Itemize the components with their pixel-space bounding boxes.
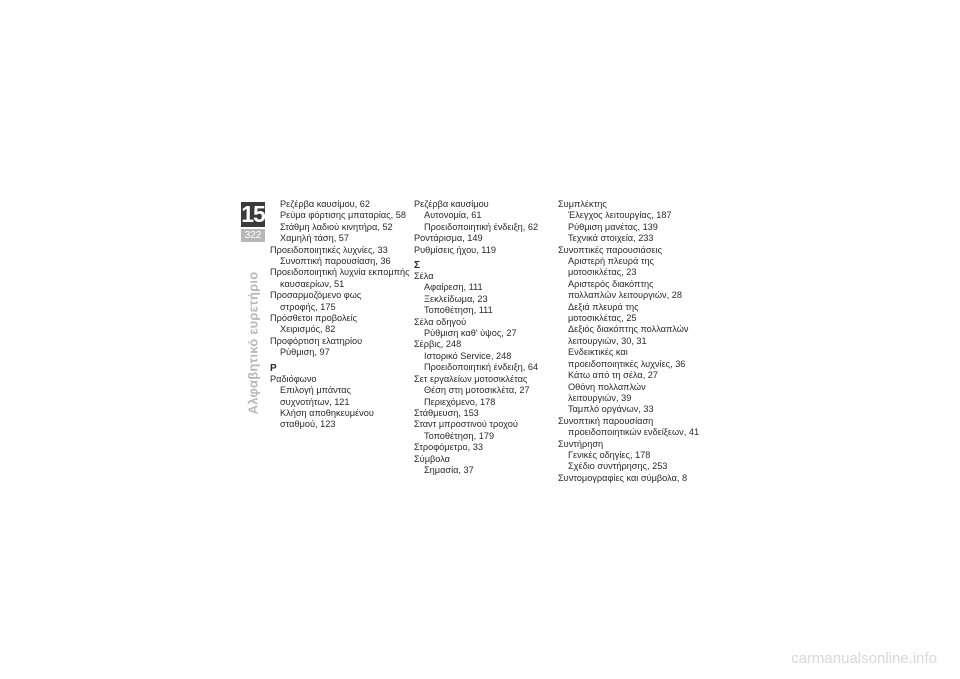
index-subentry: Αυτονομία, 61 <box>424 210 482 221</box>
index-letter-heading: Ρ <box>270 362 277 374</box>
index-subentry: Επιλογή μπάντας <box>280 385 351 396</box>
index-subentry: Προειδοποιητική ένδειξη, 62 <box>424 221 539 232</box>
index-entry: Πρόσθετοι προβολείς <box>270 313 358 324</box>
chapter-number: 15 <box>241 201 265 227</box>
index-subentry: μοτοσικλέτας, 23 <box>568 267 637 278</box>
index-subentry: Έλεγχος λειτουργίας, 187 <box>568 210 672 221</box>
index-subentry: Ρύθμιση, 97 <box>280 347 330 358</box>
index-entry: Σύμβολα <box>414 453 450 464</box>
index-subentry: στροφής, 175 <box>280 301 336 312</box>
index-subentry: Ρύθμιση μανέτας, 139 <box>568 221 658 232</box>
index-entry: Σέρβις, 248 <box>414 339 462 350</box>
index-entry: Ρυθμίσεις ήχου, 119 <box>414 244 496 255</box>
index-subentry: σταθμού, 123 <box>280 419 336 430</box>
index-subentry: Δεξιά πλευρά της <box>568 301 639 312</box>
index-subentry: Αριστερός διακόπτης <box>568 278 654 289</box>
index-subentry: συχνοτήτων, 121 <box>280 396 350 407</box>
index-entry: Ροντάρισμα, 149 <box>414 233 483 244</box>
index-subentry: Ρεζέρβα καυσίμου, 62 <box>280 199 371 209</box>
index-entry: Ραδιόφωνο <box>270 373 317 384</box>
index-subentry: Σημασία, 37 <box>424 464 474 475</box>
index-subentry: Ρύθμιση καθ' ύψος, 27 <box>424 328 517 339</box>
index-subentry: Τοποθέτηση, 179 <box>424 430 495 441</box>
index-entry: Ρεζέρβα καυσίμου <box>414 199 489 209</box>
index-column-3 <box>558 199 698 484</box>
index-subentry: Κλήση αποθηκευμένου <box>280 407 374 418</box>
index-entry: Προειδοποιητική λυχνία εκπομπής <box>270 267 410 278</box>
index-subentry: καυσαερίων, 51 <box>280 278 345 289</box>
index-subentry: Κάτω από τη σέλα, 27 <box>568 370 659 381</box>
index-subentry: Ρεύμα φόρτισης μπαταρίας, 58 <box>280 210 406 221</box>
index-subentry: λειτουργιών, 39 <box>568 392 632 403</box>
index-entry: Προειδοποιητικές λυχνίες, 33 <box>270 244 388 255</box>
index-column-2 <box>414 199 554 476</box>
index-subentry: Αφαίρεση, 111 <box>424 282 483 293</box>
index-subentry: Συνοπτική παρουσίαση, 36 <box>280 256 391 267</box>
index-subentry: Ταμπλό οργάνων, 33 <box>568 404 654 415</box>
index-entry: Στροφόμετρο, 33 <box>414 442 483 453</box>
index-subentry: Οθόνη πολλαπλών <box>568 381 646 392</box>
index-subentry: Γενικές οδηγίες, 178 <box>568 449 651 460</box>
index-entry: Συνοπτική παρουσίαση <box>558 415 654 426</box>
index-entry: Συνοπτικές παρουσιάσεις <box>558 244 663 255</box>
index-subentry: Τοποθέτηση, 111 <box>424 305 493 316</box>
index-entry: Προσαρμοζόμενο φως <box>270 290 362 301</box>
index-subentry: πολλαπλών λειτουργιών, 28 <box>568 290 682 301</box>
index-subentry: προειδοποιητικές λυχνίες, 36 <box>568 358 686 369</box>
index-subentry: μοτοσικλέτας, 25 <box>568 313 637 324</box>
index-subentry: Αριστερή πλευρά της <box>568 256 654 267</box>
index-letter-heading: Σ <box>414 260 421 272</box>
index-entry: Συμπλέκτης <box>558 199 607 209</box>
index-subentry: Δεξιός διακόπτης πολλαπλών <box>568 324 689 335</box>
side-title-text: Αλφαβητικό ευρετήριο <box>245 271 261 415</box>
index-entry: Σέλα οδηγού <box>414 316 467 327</box>
index-subentry: Χειρισμός, 82 <box>280 324 336 335</box>
index-entry: Στάθμευση, 153 <box>414 407 479 418</box>
index-subentry: Ενδεικτικές και <box>568 347 628 358</box>
chapter-tab <box>241 202 265 242</box>
index-subentry: λειτουργιών, 30, 31 <box>568 335 647 346</box>
index-entry: Συντήρηση <box>558 438 604 449</box>
index-subentry: Ξεκλείδωμα, 23 <box>424 293 488 304</box>
index-subentry: Στάθμη λαδιού κινητήρα, 52 <box>280 221 393 232</box>
index-subentry: Χαμηλή τάση, 57 <box>280 233 350 244</box>
side-title <box>240 268 266 418</box>
index-subentry: Ιστορικό Service, 248 <box>424 350 512 361</box>
index-entry: Προφόρτιση ελατηρίου <box>270 335 363 346</box>
index-subentry: Περιεχόμενο, 178 <box>424 396 496 407</box>
index-column-1 <box>270 199 410 431</box>
index-entry: Σέλα <box>414 271 434 282</box>
index-entry: Συντομογραφίες και σύμβολα, 8 <box>558 472 688 483</box>
index-subentry: Τεχνικά στοιχεία, 233 <box>568 233 654 244</box>
index-subentry: προειδοποιητικών ενδείξεων, 41 <box>568 427 700 438</box>
index-entry: Σετ εργαλείων μοτοσικλέτας <box>414 373 528 384</box>
watermark: carmanualsonline.info <box>791 650 937 667</box>
index-subentry: Σχέδιο συντήρησης, 253 <box>568 461 668 472</box>
index-entry: Σταντ μπροστινού τροχού <box>414 419 518 430</box>
page-number: 322 <box>241 229 265 242</box>
index-subentry: Προειδοποιητική ένδειξη, 64 <box>424 362 539 373</box>
index-subentry: Θέση στη μοτοσικλέτα, 27 <box>424 385 530 396</box>
